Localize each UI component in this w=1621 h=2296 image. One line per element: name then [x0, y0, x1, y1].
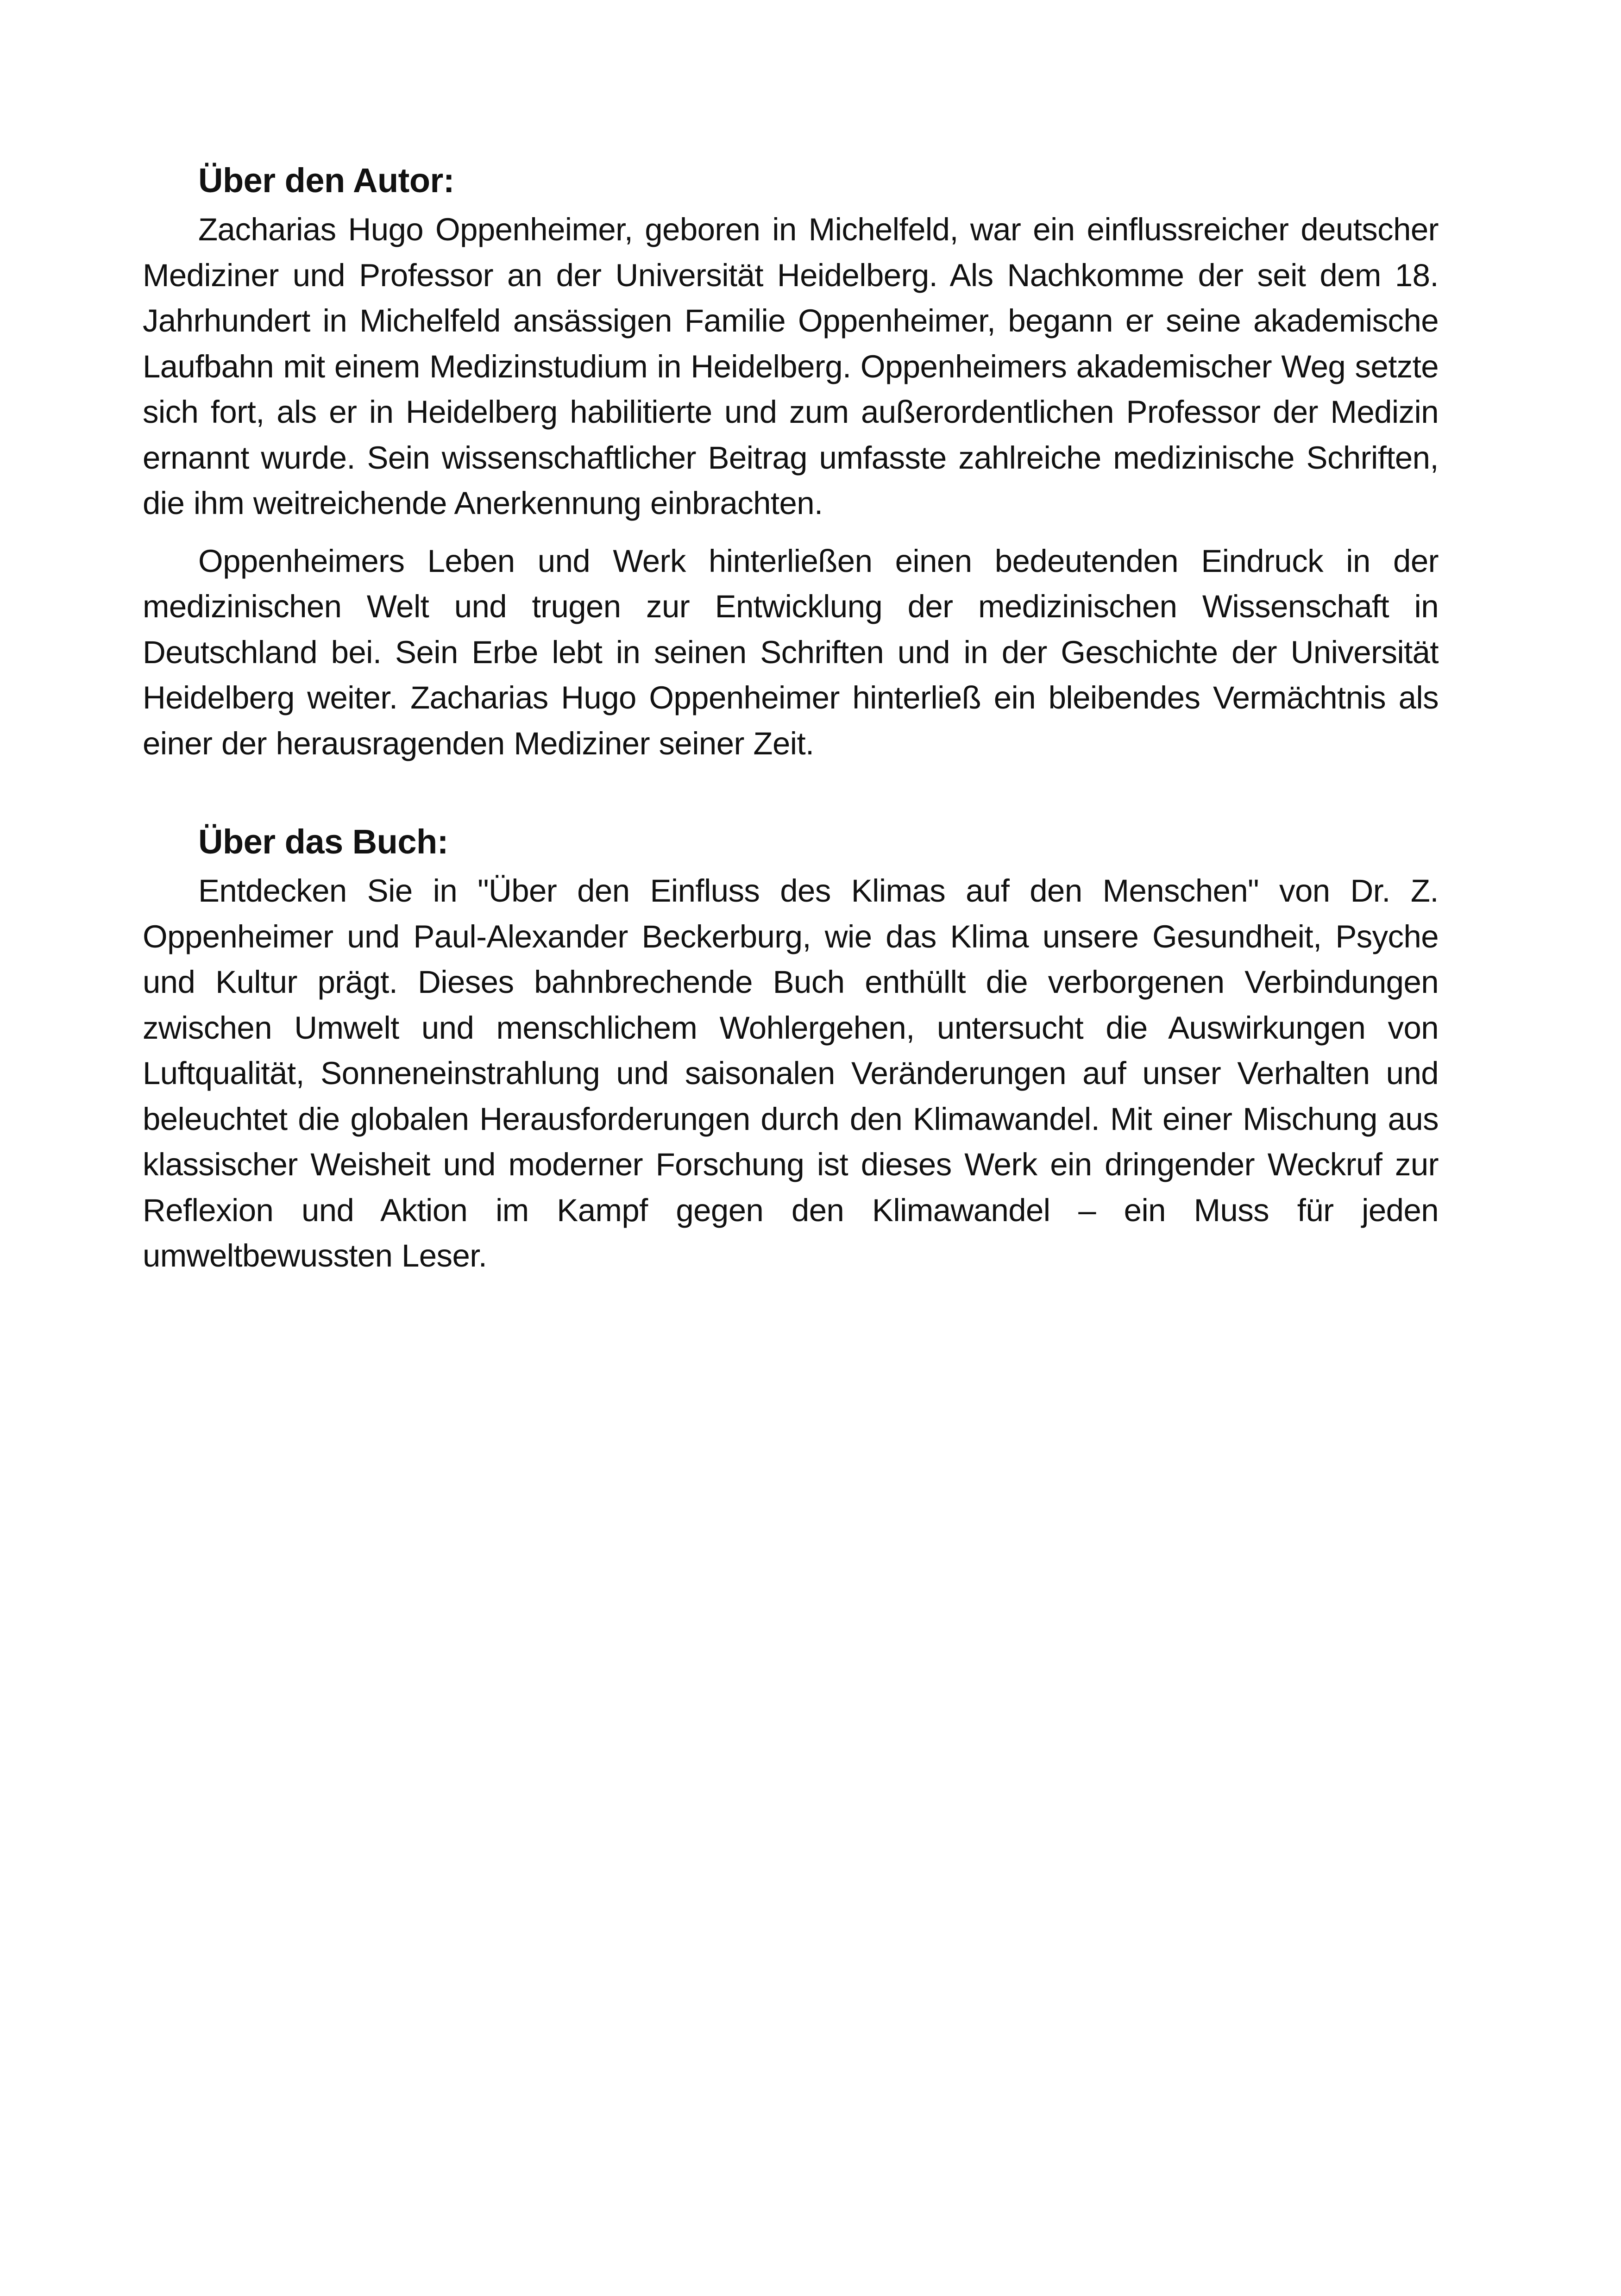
- about-book-section: [143, 821, 1439, 1279]
- about-book-paragraph-1: Entdecken Sie in "Über den Einfluss des Klimas auf den Menschen" von Dr. Z. Oppenheimer und Paul-Alexander Beckerburg, wie das Klima unsere Gesundheit, Psyche und Kultur prägt. Dieses bahnbrechende Buch enthüllt die verborgenen Verbindungen zwischen Umwelt und menschlichem Wohlergehen, untersucht die Auswirkungen von Luftqualität, Sonneneinstrahlung und saisonalen Veränderungen auf unser Verhalten und beleuchtet die globalen Herausforderungen durch den Klimawandel. Mit einer Mischung aus klassischer Weisheit und moderner Forschung ist dieses Werk ein dringender Weckruf zur Reflexion und Aktion im Kampf gegen den Klimawandel – ein Muss für jeden umweltbewussten Leser.: [143, 873, 1439, 1273]
- about-author-heading: Über den Autor:: [198, 161, 454, 200]
- page-content: [143, 160, 1439, 1291]
- about-book-heading: Über das Buch:: [198, 822, 448, 861]
- about-author-paragraph-2: Oppenheimers Leben und Werk hinterließen einen bedeutenden Eindruck in der medizinischen Welt und trugen zur Entwicklung der medizinischen Wissenschaft in Deutschland bei. Sein Erbe lebt in seinen Schriften und in der Geschichte der Universität Heidelberg weiter. Zacharias Hugo Oppenheimer hinterließ ein bleibendes Vermächtnis als einer der herausragenden Mediziner seiner Zeit.: [143, 543, 1439, 761]
- about-author-paragraph-1: Zacharias Hugo Oppenheimer, geboren in Michelfeld, war ein einflussreicher deutscher Mediziner und Professor an der Universität Heidelberg. Als Nachkomme der seit dem 18. Jahrhundert in Michelfeld ansässigen Familie Oppenheimer, begann er seine akademische Laufbahn mit einem Medizinstudium in Heidelberg. Oppenheimers akademischer Weg setzte sich fort, als er in Heidelberg habilitierte und zum außerordentlichen Professor der Medizin ernannt wurde. Sein wissenschaftlicher Beitrag umfasste zahlreiche medizinische Schriften, die ihm weitreichende Anerkennung einbrachten.: [143, 212, 1439, 521]
- about-author-section: [143, 160, 1439, 766]
